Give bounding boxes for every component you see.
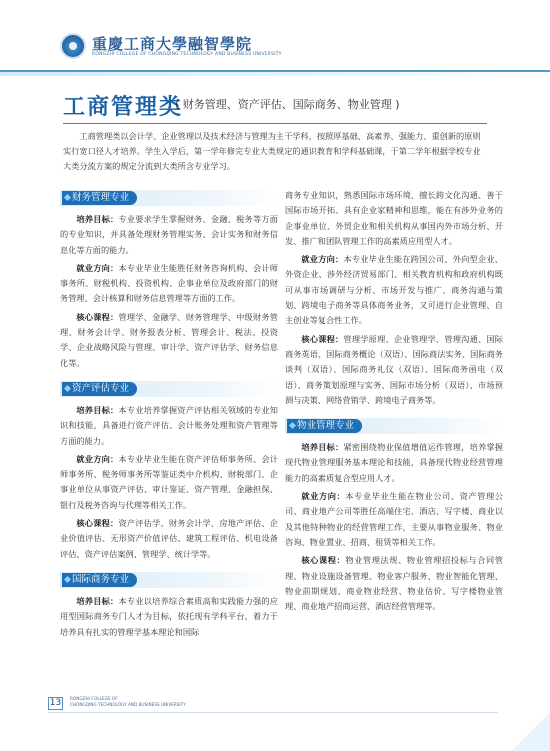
page-subtitle: ( 财务管理、资产评估、国际商务、物业管理 ) <box>175 98 400 111</box>
intl-business-courses: 核心课程：管理学原理、企业管理学、管理沟通、国际商务英语、国际商务概论（双语）、国际商法实务、国际商务谈判（双语）、国际商务礼仪（双语）、国际商务函电（双语）、商务策划原理与实务、国际市场分析（双语）、市场预测与决策、网络营销学、跨境电子商务等。 <box>285 333 503 405</box>
appraisal-career: 就业方向：本专业毕业生能在资产评估师事务所、会计师事务所、税务师事务所等鉴证类中介机构、财税部门、企事业单位从事资产评估、审计鉴证、资产管理、金融担保、银行及税务咨询与代理等相关工作。 <box>60 453 278 510</box>
appraisal-goal: 培养目标：本专业培养掌握资产评估相关领域的专业知识和技能，具备进行资产评估、会计账务处理和资产管理等方面的能力。 <box>60 404 278 446</box>
section-header-appraisal <box>60 381 278 397</box>
page-title: 工商管理类 <box>63 95 184 120</box>
section-header-property <box>285 418 503 434</box>
intl-business-goal: 培养目标：本专业以培养综合素质高和实践能力强的应用型国际商务专门人才为目标，依托现有学科平台，着力于培养具有扎实的管理学基本理论和国际 <box>60 595 278 637</box>
section-tag-appraisal: 资产评估专业 <box>62 382 137 396</box>
finance-goal: 培养目标：专业要求学生掌握财务、金融、税务等方面的专业知识，并具备处理财务管理实务、会计实务和财务信息化等方面的能力。 <box>60 214 278 255</box>
footer-college-name: RONGZHI COLLEGE OF CHONGQING TECHNOLOGY AND BUSINESS UNIVERSITY <box>70 696 186 707</box>
right-column <box>285 188 503 614</box>
finance-courses: 核心课程：管理学、金融学、财务管理学、中级财务管理、财务会计学、财务报表分析、管理会计、税法、投资学、企业战略风险与管理、审计学、资产评估学、财务信息化等。 <box>60 311 278 368</box>
intl-business-goal-continued: 商务专业知识，熟悉国际市场环境、擅长跨文化沟通、善于国际市场开拓、具有企业家精神和思维，能在有涉外业务的企事业单位、外贸企业和相关机构从事国内外市场分析、开发、推广和团队管理工作的高素质应用型人才。 <box>285 190 503 246</box>
college-name-english: RONGZHI COLLEGE OF CHONGQING TECHNOLOGY AND BUSINESS UNIVERSITY <box>92 52 282 57</box>
college-name: 重慶工商大學融智學院 <box>92 35 253 53</box>
section-tag-intl-business: 国际商务专业 <box>62 573 137 587</box>
page-header <box>0 0 550 72</box>
section-tag-property: 物业管理专业 <box>287 419 362 433</box>
intl-business-career: 就业方向：本专业毕业生能在跨国公司、外向型企业、外资企业、涉外经济贸易部门、相关教育机构和政府机构既可从事市场调研与分析、市场开发与推广、商务沟通与策划、跨境电子商务等具体商务业务，又可进行企业管理、自主创业等复合性工作。 <box>285 254 503 326</box>
intro-paragraph: 工商管理类以会计学、企业管理以及技术经济与管理为主干学科，按照厚基础、高素养、强能力、重创新的原则实行宽口径人才培养。学生入学后，第一学年修完专业大类规定的通识教育和学科基础课，于第二学年根据学校专业大类分流方案的规定分流到大类所含专业学习。 <box>63 131 481 171</box>
section-header-intl-business <box>60 572 278 588</box>
page-number: 13 <box>49 698 62 708</box>
property-goal: 培养目标：紧密围绕物业保值增值运作管理，培养掌握现代物业管理服务基本理论和技能，具备现代物业经营管理能力的高素质复合型应用人才。 <box>285 442 503 483</box>
left-column <box>60 190 278 640</box>
header-band <box>0 72 550 76</box>
footer-divider <box>48 712 498 713</box>
college-emblem-icon <box>60 33 86 59</box>
section-tag-finance: 财务管理专业 <box>62 191 137 205</box>
section-header-finance <box>60 190 278 206</box>
finance-career: 就业方向：本专业毕业生能胜任财务咨询机构、会计师事务所、财税机构、投资机构、企事业单位及政府部门的财务管理、会计核算和财务信息管理等方面的工作。 <box>60 262 278 304</box>
appraisal-courses: 核心课程：资产评估学、财务会计学、房地产评估、企业价值评估、无形资产价值评估、建筑工程评估、机电设备评估、资产评估案例、管理学、统计学等。 <box>60 518 278 559</box>
property-courses: 核心课程：物业管理法规、物业管理招投标与合同管理、物业设施设备管理、物业客户服务、物业智能化管理、物业前期规划、商业物业经营、物业估价、写字楼物业管理、商业地产招商运营、酒店经营管理等。 <box>285 555 503 612</box>
page-corner-decoration <box>510 713 550 751</box>
title-divider <box>63 123 487 124</box>
property-career: 就业方向：本专业毕业生能在物业公司、资产管理公司、商业地产公司等胜任高端住宅、酒店、写字楼、商业以及其他特种物业的经营管理工作，主要从事物业服务、物业咨询、物业置业、招商、租赁等相关工作。 <box>285 491 503 547</box>
